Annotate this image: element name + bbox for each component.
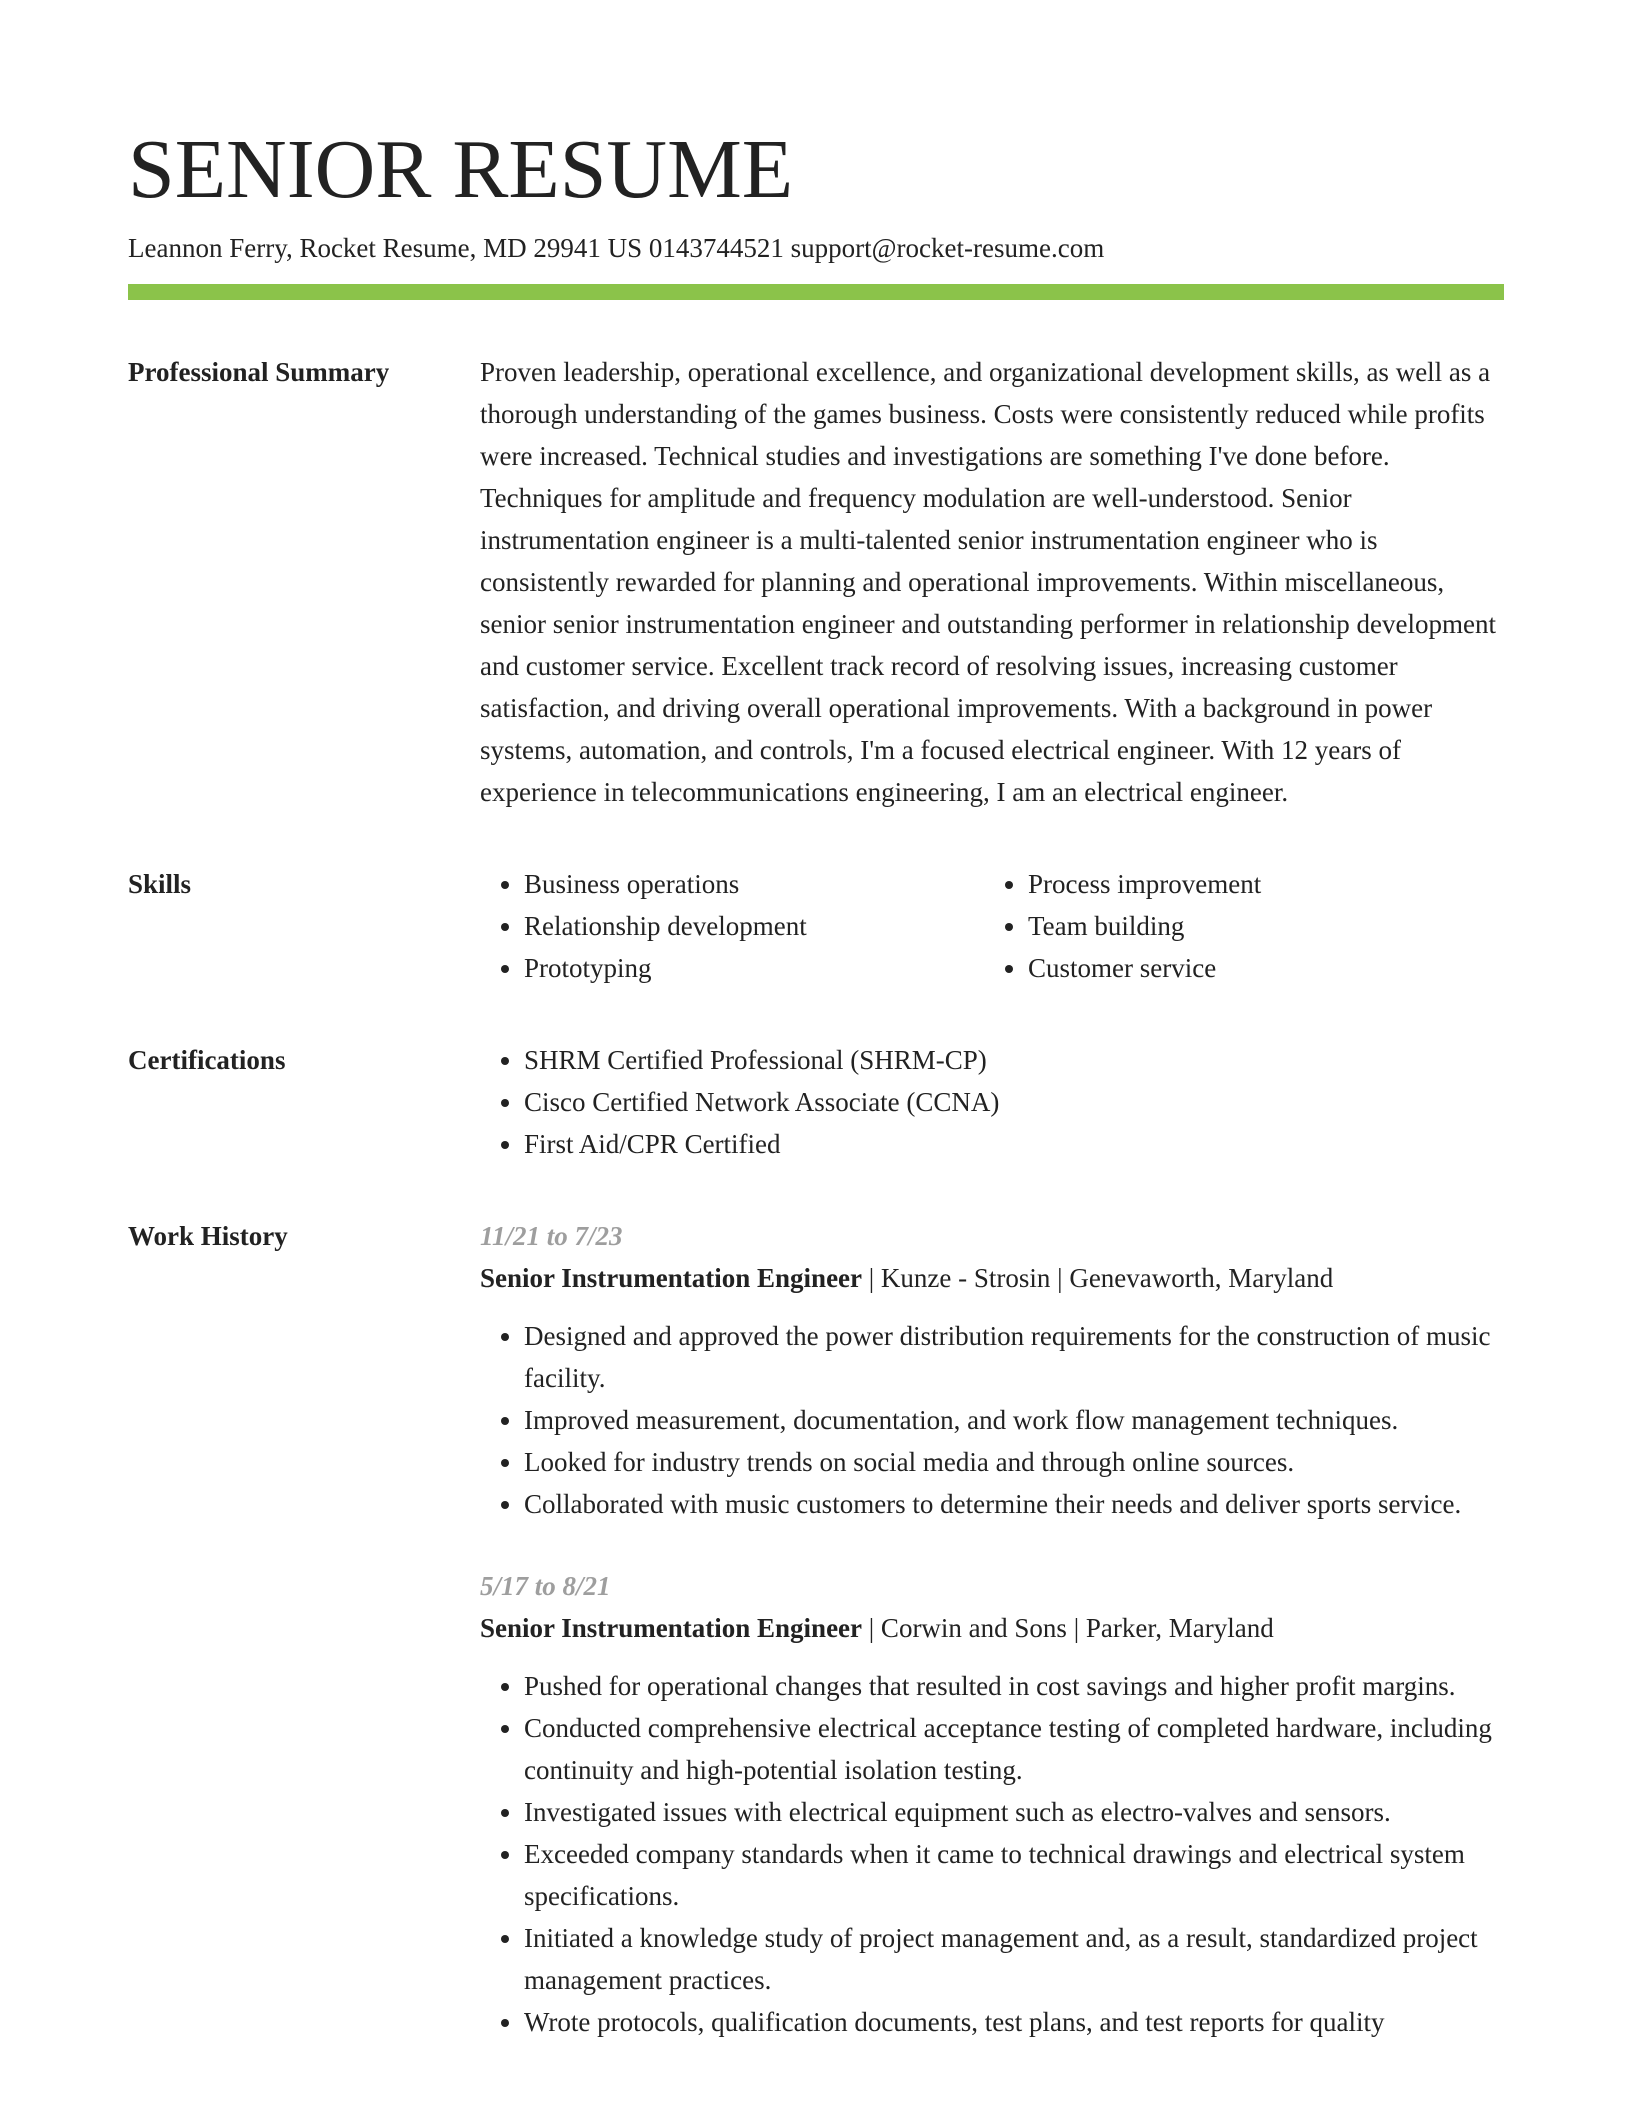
skills-grid [480, 863, 1504, 989]
skill-item: • Business operations [524, 863, 984, 905]
job-bullet: • Pushed for operational changes that resulted in cost savings and higher profit margins. [524, 1665, 1504, 1707]
job-entry [480, 1215, 1504, 1525]
section-title-work: Work History [128, 1221, 288, 1251]
job-details: | Kunze - Strosin | Genevaworth, Maryland [862, 1263, 1334, 1293]
certification-item: • SHRM Certified Professional (SHRM-CP) [524, 1039, 1504, 1081]
job-title: Senior Instrumentation Engineer [480, 1613, 863, 1643]
section-title-skills: Skills [128, 869, 192, 899]
job-bullet: • Looked for industry trends on social media and through online sources. [524, 1441, 1504, 1483]
job-bullet: • Conducted comprehensive electrical acceptance testing of completed hardware, including continuity and high-potential isolation testing. [524, 1707, 1504, 1791]
job-bullet: • Initiated a knowledge study of project management and, as a result, standardized project management practices. [524, 1917, 1504, 2001]
resume-title: SENIOR RESUME [128, 123, 794, 216]
job-dates: 5/17 to 8/21 [480, 1571, 611, 1601]
certification-item: • Cisco Certified Network Associate (CCNA) [524, 1081, 1504, 1123]
job-entry [480, 1565, 1504, 2043]
skill-item: • Customer service [1028, 947, 1504, 989]
job-heading [480, 1607, 1504, 1649]
job-bullet: • Improved measurement, documentation, and work flow management techniques. [524, 1399, 1504, 1441]
job-bullets [480, 1315, 1504, 1525]
certification-item: • First Aid/CPR Certified [524, 1123, 1504, 1165]
skill-item: • Team building [1028, 905, 1504, 947]
job-bullet: • Wrote protocols, qualification documents, test plans, and test reports for quality [524, 2001, 1504, 2043]
summary-text: Proven leadership, operational excellence, and organizational development skills, as well as a thorough understanding of the games business. Costs were consistently reduced while profits were increased. Technical studies and investigations are something I've done before. Techniques for amplitude and frequency modulation are well-understood. Senior instrumentation engineer is a multi-talented senior instrumentation engineer who is consistently rewarded for planning and operational improvements. Within miscellaneous, senior senior instrumentation engineer and outstanding performer in relationship development and customer service. Excellent track record of resolving issues, increasing customer satisfaction, and driving overall operational improvements. With a background in power systems, automation, and controls, I'm a focused electrical engineer. With 12 years of experience in telecommunications engineering, I am an electrical engineer. [480, 357, 1496, 807]
accent-divider [128, 284, 1504, 300]
skill-item: • Prototyping [524, 947, 984, 989]
certifications-section [128, 1039, 1504, 1165]
job-title: Senior Instrumentation Engineer [480, 1263, 863, 1293]
job-bullet: • Exceeded company standards when it came to technical drawings and electrical system specifications. [524, 1833, 1504, 1917]
job-bullet: • Investigated issues with electrical equipment such as electro-valves and sensors. [524, 1791, 1504, 1833]
section-title-certifications: Certifications [128, 1045, 286, 1075]
contact-line: Leannon Ferry, Rocket Resume, MD 29941 US 0143744521 support@rocket-resume.com [128, 233, 1105, 263]
skills-section [128, 863, 1504, 989]
certifications-list [480, 1039, 1504, 1165]
job-bullet: • Designed and approved the power distribution requirements for the construction of music facility. [524, 1315, 1504, 1399]
section-title-summary: Professional Summary [128, 357, 390, 387]
job-details: | Corwin and Sons | Parker, Maryland [862, 1613, 1274, 1643]
summary-section [128, 351, 1504, 813]
job-bullets [480, 1665, 1504, 2043]
job-heading [480, 1257, 1504, 1299]
job-dates: 11/21 to 7/23 [480, 1221, 623, 1251]
resume-page [128, 120, 1504, 2043]
skill-item: • Relationship development [524, 905, 984, 947]
skill-item: • Process improvement [1028, 863, 1504, 905]
work-history-section [128, 1215, 1504, 2043]
job-bullet: • Collaborated with music customers to determine their needs and deliver sports service. [524, 1483, 1504, 1525]
